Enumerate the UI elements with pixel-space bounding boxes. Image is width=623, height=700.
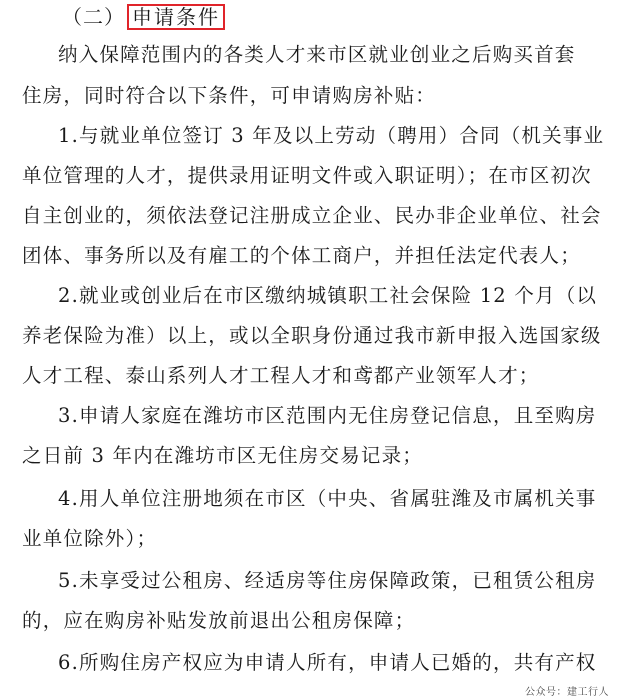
- condition-1-line: 自主创业的，须依法登记注册成立企业、民办非企业单位、社会: [22, 204, 602, 227]
- condition-2-line: 养老保险为准）以上，或以全职身份通过我市新申报入选国家级: [22, 324, 602, 347]
- paragraph-line: 纳入保障范围内的各类人才来市区就业创业之后购买首套: [58, 43, 576, 66]
- condition-2-line: 人才工程、泰山系列人才工程人才和鸢都产业领军人才；: [22, 364, 540, 387]
- watermark: 公众号：建工行人: [525, 687, 609, 698]
- section-number: （二）: [62, 5, 125, 29]
- condition-1-line: 团体、事务所以及有雇工的个体工商户，并担任法定代表人；: [22, 244, 581, 267]
- section-title-highlighted: 申请条件: [127, 4, 225, 30]
- condition-4-line: 4.用人单位注册地须在市区（中央、省属驻潍及市属机关事: [58, 487, 597, 510]
- condition-5-line: 5.未享受过公租房、经适房等住房保障政策，已租赁公租房: [58, 569, 597, 592]
- condition-5-line: 的，应在购房补贴发放前退出公租房保障；: [22, 609, 416, 632]
- paragraph-line: 住房，同时符合以下条件，可申请购房补贴：: [22, 84, 437, 107]
- condition-4-line: 业单位除外）；: [22, 527, 158, 550]
- condition-3-line: 之日前 3 年内在潍坊市区无住房交易记录；: [22, 444, 424, 467]
- condition-3-line: 3.申请人家庭在潍坊市区范围内无住房登记信息，且至购房: [58, 404, 597, 427]
- condition-2-line: 2.就业或创业后在市区缴纳城镇职工社会保险 12 个月（以: [58, 284, 598, 307]
- section-heading: [62, 4, 225, 30]
- condition-1-line: 1.与就业单位签订 3 年及以上劳动（聘用）合同（机关事业: [58, 124, 605, 147]
- condition-1-line: 单位管理的人才，提供录用证明文件或入职证明）；在市区初次: [22, 164, 592, 187]
- condition-6-line: 6.所购住房产权应为申请人所有，申请人已婚的，共有产权: [58, 651, 597, 674]
